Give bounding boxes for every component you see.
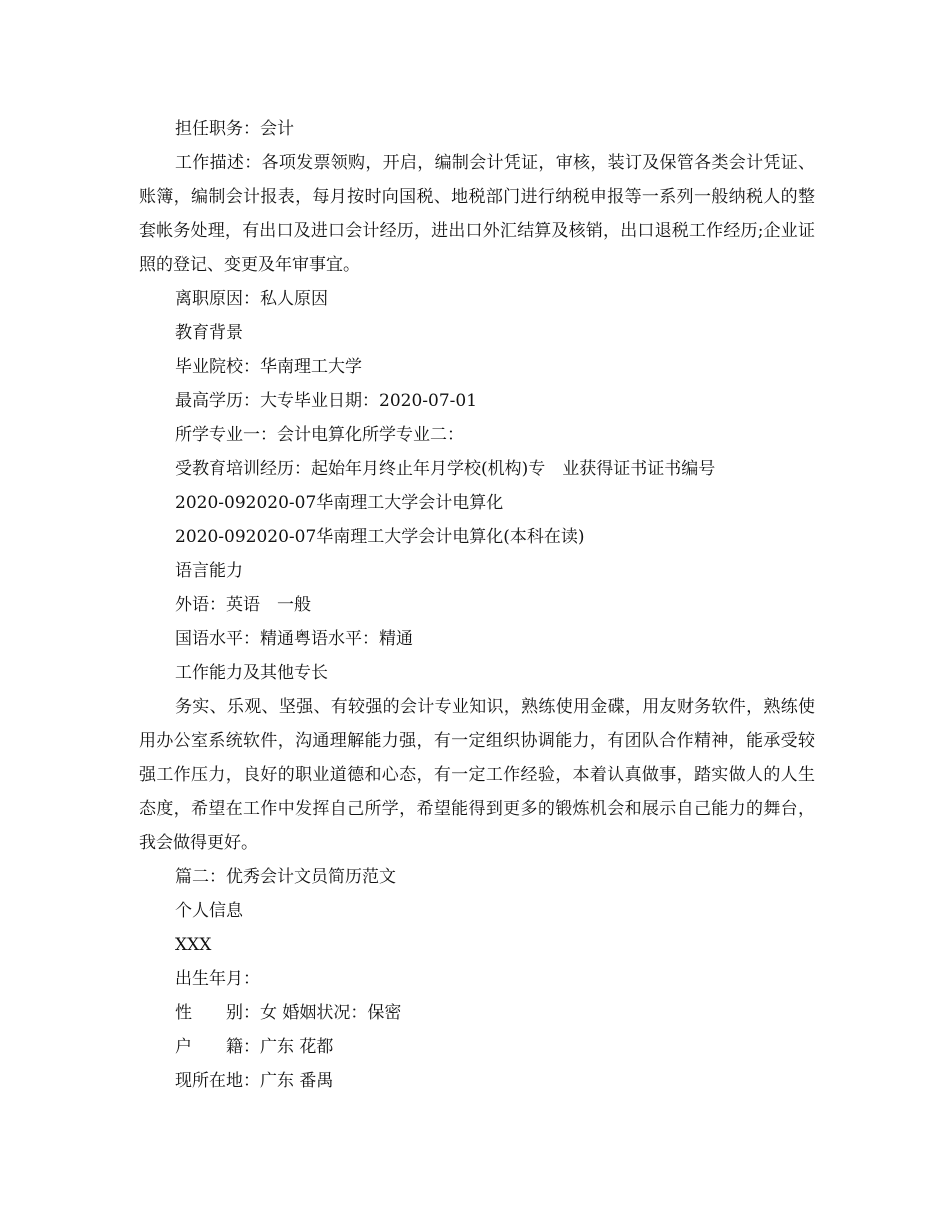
document-body <box>139 112 815 1098</box>
text-line: 出生年月： <box>175 969 260 989</box>
text-line: 2020-092020-07华南理工大学会计电算化 <box>175 493 504 513</box>
text-line: 性 别：女 婚姻状况：保密 <box>175 1003 402 1023</box>
section-heading: 工作能力及其他专长 <box>175 663 328 683</box>
text-line: 所学专业一：会计电算化所学专业二： <box>175 425 464 445</box>
text-line: 国语水平：精通粤语水平：精通 <box>175 629 413 649</box>
text-paragraph: 务实、乐观、坚强、有较强的会计专业知识，熟练使用金碟，用友财务软件，熟练使用办公室系统软件，沟通理解能力强，有一定组织协调能力，有团队合作精神，能承受较强工作压力，良好的职业道德和心态，有一定工作经验，本着认真做事，踏实做人的人生态度，希望在工作中发挥自己所学，希望能得到更多的锻炼机会和展示自己能力的舞台，我会做得更好。 <box>139 697 815 853</box>
text-paragraph: 工作描述：各项发票领购，开启，编制会计凭证，审核，装订及保管各类会计凭证、账簿，编制会计报表，每月按时向国税、地税部门进行纳税申报等一系列一般纳税人的整套帐务处理，有出口及进口会计经历，进出口外汇结算及核销，出口退税工作经历;企业证照的登记、变更及年审事宜。 <box>139 153 815 275</box>
section-heading: 篇二：优秀会计文员简历范文 <box>175 867 396 887</box>
text-line: 户 籍：广东 花都 <box>175 1037 334 1057</box>
text-line: 最高学历：大专毕业日期：2020-07-01 <box>175 391 478 411</box>
text-line: 离职原因：私人原因 <box>175 289 328 309</box>
text-line: 2020-092020-07华南理工大学会计电算化(本科在读) <box>175 527 585 547</box>
text-line: 受教育培训经历：起始年月终止年月学校(机构)专 业获得证书证书编号 <box>175 459 716 479</box>
text-line: 外语：英语 一般 <box>175 595 311 615</box>
text-line: 现所在地：广东 番禺 <box>175 1071 334 1091</box>
section-heading: 个人信息 <box>175 901 243 921</box>
text-line: XXX <box>175 935 212 955</box>
section-heading: 语言能力 <box>175 561 243 581</box>
section-heading: 教育背景 <box>175 323 243 343</box>
text-line: 担任职务：会计 <box>175 119 294 139</box>
text-line: 毕业院校：华南理工大学 <box>175 357 362 377</box>
